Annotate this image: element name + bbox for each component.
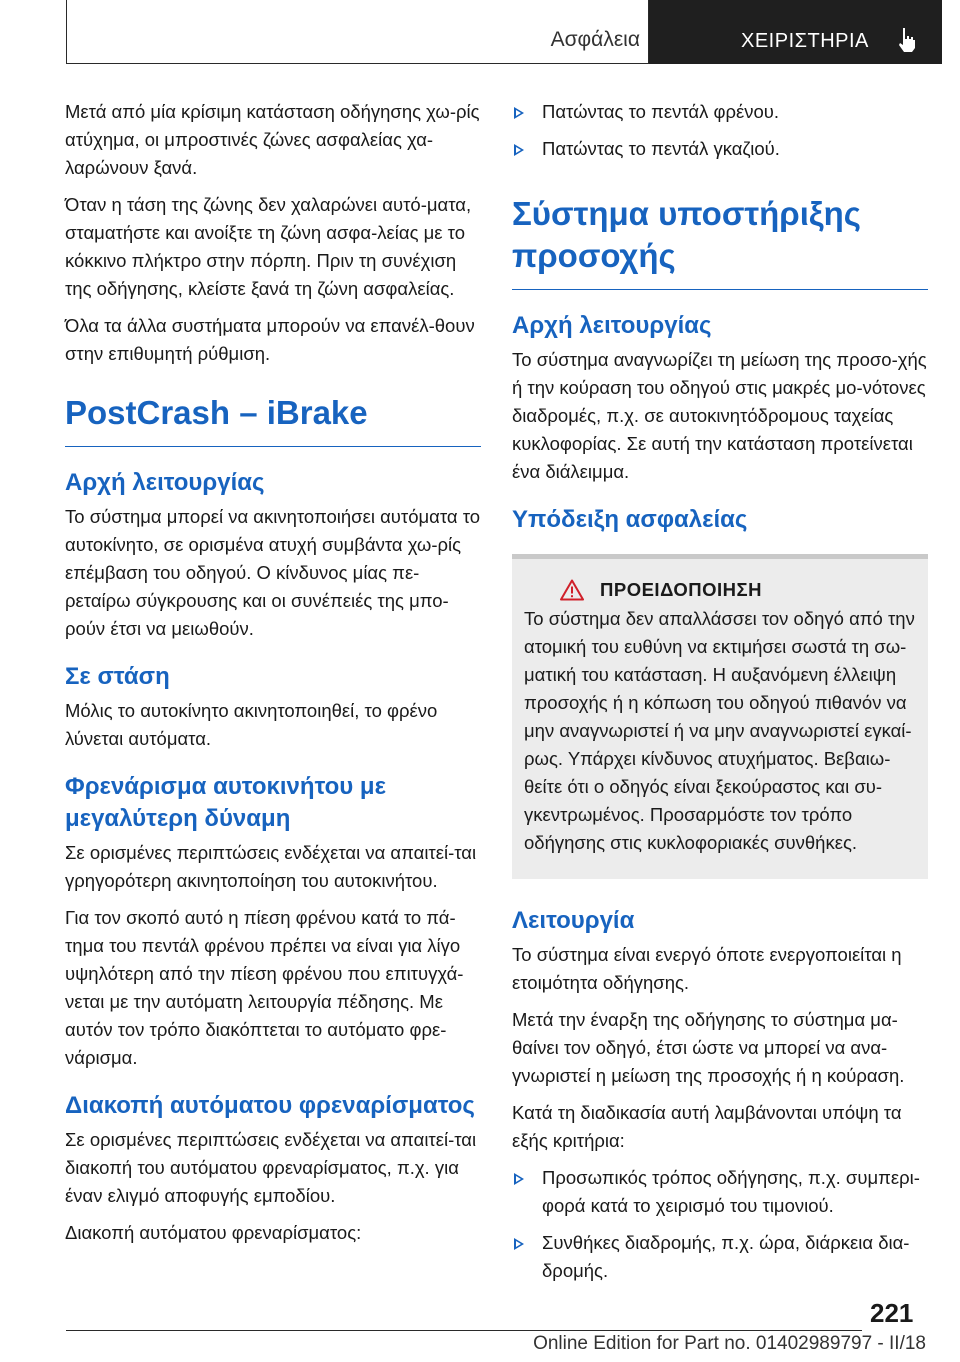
interrupt-paragraph-1: Σε ορισμένες περιπτώσεις ενδέχεται να απαιτεί-ται διακοπή του αυτόματου φρεναρίσματος, π.χ. για έναν ελιγμό αποφυγής εμποδίου. [65,1129,477,1206]
warning-text: Το σύστημα δεν απαλλάσσει τον οδηγό από την ατομική του ευθύνη να εκτιμήσει σωστά τη σω-ματική του κατάσταση. Η αυξανόμενη έλλειψη προσοχής ή η κόπωση του οδηγού πιθανόν να μην αναγνωριστεί ή να μην αναγνωριστεί εγκαί-ρως. Υπάρχει κίνδυνος ατυχήματος. Βεβαιω-θείτε ότι ο οδηγός είναι ξεκούραστος και συ-γκεντρωμένος. Προσαρμόστε τον τρόπο οδήγησης στις κυκλοφοριακές συνθήκες. [524,608,915,853]
footer-divider [66,1330,862,1331]
subheading-braking: Φρενάρισμα αυτοκινήτου με μεγαλύτερη δύναμη [65,773,386,832]
section-title-postcrash: PostCrash – iBrake [65,392,481,447]
list-item: Συνθήκες διαδρομής, π.χ. ώρα, διάρκεια δια-δρομής. [512,1229,928,1285]
subheading-principle-attention: Αρχή λειτουργίας [512,312,712,339]
intro-paragraph-3: Όλα τα άλλα συστήματα μπορούν να επανέλ-θουν στην επιθυμητή ρύθμιση. [65,315,475,364]
standstill-paragraph: Μόλις το αυτοκίνητο ακινητοποιηθεί, το φρένο λύνεται αυτόματα. [65,700,438,749]
operation-paragraph-2: Μετά την έναρξη της οδήγησης το σύστημα μα-θαίνει τον οδηγό, έτσι ώστε να μπορεί να ανα-γνωριστεί η μείωση της προσοχής ή η κούραση. [512,1009,905,1086]
triangle-bullet-icon [514,107,524,119]
subheading-standstill: Σε στάση [65,663,170,690]
warning-triangle-icon [560,579,584,601]
footer-edition: Online Edition for Part no. 01402989797 - II/18 [533,1333,926,1354]
triangle-bullet-icon [514,144,524,156]
header-chapter-tab[interactable] [649,0,942,64]
warning-box [512,554,928,879]
section-title-attention-assist: Σύστημα υποστήριξης προσοχής [512,193,928,290]
list-item: Πατώντας το πεντάλ γκαζιού. [512,135,928,163]
operation-paragraph-3: Κατά τη διαδικασία αυτή λαμβάνονται υπόψη τα εξής κριτήρια: [512,1102,902,1151]
list-item: Προσωπικός τρόπος οδήγησης, π.χ. συμπερι-φορά κατά το χειρισμό του τιμονιού. [512,1164,928,1220]
attention-principle-paragraph: Το σύστημα αναγνωρίζει τη μείωση της προσο-χής ή την κούραση του οδηγού στις μακρές μο-νότονες διαδρομές, π.χ. σε αυτοκινητόδρομους ταχείας κυκλοφορίας. Σε αυτή την κατάσταση προτείνεται ένα διάλειμμα. [512,349,927,482]
criteria-list [512,1164,928,1285]
subheading-principle: Αρχή λειτουργίας [65,469,265,496]
interrupt-methods-list [512,98,928,163]
subheading-safety-note: Υπόδειξη ασφαλείας [512,506,748,533]
intro-paragraph-1: Μετά από μία κρίσιμη κατάσταση οδήγησης χω-ρίς ατύχημα, οι μπροστινές ζώνες ασφαλείας χα-λαρώνουν ξανά. [65,101,480,178]
intro-paragraph-2: Όταν η τάση της ζώνης δεν χαλαρώνει αυτό-ματα, σταματήστε και ανοίξτε τη ζώνη ασφα-λείας με το κόκκινο πλήκτρο στην πόρπη. Πριν τη συνέχιση της οδήγησης, κλείστε ξανά τη ζώνη ασφαλείας. [65,194,472,299]
braking-paragraph-2: Για τον σκοπό αυτό η πίεση φρένου κατά το πά-τημα του πεντάλ φρένου πρέπει να είναι για λίγο υψηλότερη από την πίεση φρένου που επιτυγχά-νεται με την αυτόματη λειτουργία πέδησης. Με αυτόν τον τρόπο διακόπτεται το αυτόματο φρε-νάρισμα. [65,907,464,1068]
triangle-bullet-icon [514,1173,524,1185]
triangle-bullet-icon [514,1238,524,1250]
subheading-interrupt: Διακοπή αυτόματου φρεναρίσματος [65,1092,475,1119]
header-section-title: Ασφάλεια [550,28,640,51]
subheading-operation: Λειτουργία [512,907,635,934]
braking-paragraph-1: Σε ορισμένες περιπτώσεις ενδέχεται να απαιτεί-ται γρηγορότερη ακινητοποίηση του αυτοκινήτου. [65,842,477,891]
page-number: 221 [870,1298,914,1328]
list-item: Πατώντας το πεντάλ φρένου. [512,98,928,126]
warning-header [560,579,918,601]
hand-pointer-icon [895,26,919,54]
left-column [65,98,481,1256]
right-column [512,98,928,1294]
principle-paragraph: Το σύστημα μπορεί να ακινητοποιήσει αυτόματα το αυτοκίνητο, σε ορισμένα ατυχή συμβάντα χω-ρίς επέμβαση του οδηγού. Ο κίνδυνος μίας πε-ρεταίρω σύγκρουσης και οι συνέπειές της μπο-ρούν έτσι να μειωθούν. [65,506,481,639]
chapter-tab-label: ΧΕΙΡΙΣΤΗΡΙΑ [741,30,869,52]
warning-title: ΠΡΟΕΙΔΟΠΟΙΗΣΗ [600,579,762,600]
operation-paragraph-1: Το σύστημα είναι ενεργό όποτε ενεργοποιείται η ετοιμότητα οδήγησης. [512,944,902,993]
interrupt-paragraph-2: Διακοπή αυτόματου φρεναρίσματος: [65,1222,362,1243]
